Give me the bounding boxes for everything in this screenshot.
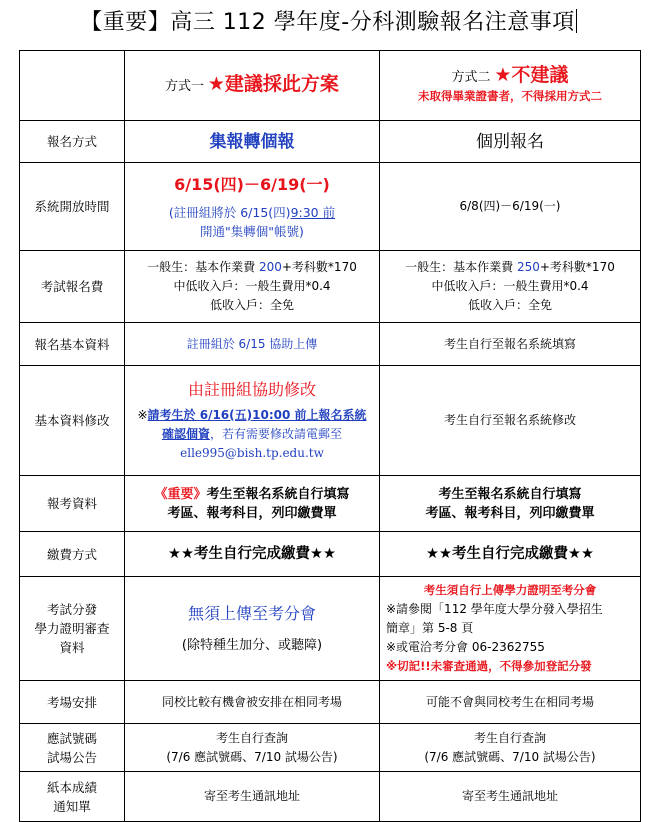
exam-info-opt1-line1: 考生至報名系統自行填寫 [206,486,350,502]
text-cursor [576,9,577,33]
fee-opt1-line1-b: +考科數*170 [281,260,357,274]
basic-info-opt2: 考生自行至報名系統填寫 [380,323,641,366]
venue-opt1: 同校比較有機會被安排在相同考場 [125,681,380,724]
fee-opt2-line3: 低收入戶：全免 [467,298,552,312]
fee-row [20,251,641,323]
method-row [20,121,641,163]
option2-header [380,51,641,121]
review-opt2-line2: 簡章」第 5-8 頁 [386,621,474,635]
option1-recommend: ★建議採此方案 [207,73,339,95]
review-opt1-line2: (除特種生加分、或聽障) [181,638,323,653]
score-row [20,772,641,822]
open-time-opt2: 6/8(四)－6/19(一) [380,163,641,251]
score-opt1: 寄至考生通訊地址 [125,772,380,822]
basic-info-opt1: 註冊組於 6/15 協助上傳 [125,323,380,366]
option1-header [125,51,380,121]
open-time-opt1-note-a: (註冊組將於 6/15(四) [168,204,291,220]
method-opt2: 個別報名 [380,121,641,163]
page-title-text: 【重要】高三 112 學年度-分科測驗報名注意事項 [80,10,575,35]
venue-label: 考場安排 [20,681,125,724]
option2-prefix: 方式二 [451,69,491,85]
fee-opt1 [125,251,380,323]
review-opt2-line3: ※或電洽考分會 06-2362755 [386,640,545,654]
fee-opt2-line1-a: 一般生：基本作業費 [405,260,517,274]
basic-info-label: 報名基本資料 [20,323,125,366]
fee-opt2 [380,251,641,323]
modify-label: 基本資料修改 [20,366,125,476]
review-opt2-warn: ※切記!!未審查通過，不得參加登記分發 [386,659,592,673]
modify-opt1-email[interactable]: elle995@bish.tp.edu.tw [180,446,324,460]
venue-opt2: 可能不會與同校考生在相同考場 [380,681,641,724]
modify-opt1-link-b[interactable]: 確認個資 [161,427,210,441]
fee-opt1-line1-a: 一般生：基本作業費 [147,260,259,274]
venue-row [20,681,641,724]
fee-opt2-line1-b: +考科數*170 [539,260,615,274]
payment-opt1: ★★考生自行完成繳費★★ [125,532,380,577]
score-label-2: 通知單 [53,798,91,814]
fee-opt2-line2: 中低收入戶：一般生費用*0.4 [431,279,589,293]
exam-info-label: 報考資料 [20,476,125,532]
fee-opt1-line3: 低收入戶：全免 [209,298,294,312]
open-time-opt1-dates: 6/15(四)－6/19(一) [174,174,330,194]
method-opt1: 集報轉個報 [125,121,380,163]
score-label [20,772,125,822]
exam-info-opt1-line2: 考區、報考科目，列印繳費單 [167,505,337,521]
ticket-opt1-line2: (7/6 應試號碼、7/10 試場公告) [166,749,338,764]
ticket-label [20,724,125,772]
review-label [20,577,125,681]
ticket-opt1-line1: 考生自行查詢 [215,730,288,745]
modify-opt1-link-a[interactable]: 請考生於 6/16(五)10:00 前上報名系統 [147,408,367,422]
payment-row [20,532,641,577]
method-label: 報名方式 [20,121,125,163]
score-label-1: 紙本成績 [46,779,97,795]
review-opt1-line1: 無須上傳至考分會 [187,604,316,623]
exam-info-opt2-line2: 考區、報考科目，列印繳費單 [425,505,595,521]
option1-prefix: 方式一 [165,79,205,94]
ticket-opt2-line1: 考生自行查詢 [473,730,546,745]
exam-info-row [20,476,641,532]
ticket-opt1 [125,724,380,772]
modify-opt1-rest: ，若有需要修改請電郵至 [210,427,343,441]
review-opt1 [125,577,380,681]
option2-note: 未取得畢業證書者，不得採用方式二 [418,88,602,103]
ticket-opt2-line2: (7/6 應試號碼、7/10 試場公告) [424,749,596,764]
open-time-row [20,163,641,251]
review-label-3: 資料 [59,640,85,655]
modify-opt1-head: 由註冊組協助修改 [187,380,316,399]
exam-info-opt1 [125,476,380,532]
payment-opt2: ★★考生自行完成繳費★★ [380,532,641,577]
modify-opt1-mark: ※ [137,408,148,422]
review-label-1: 考試分發 [46,602,97,617]
corner-cell [20,51,125,121]
open-time-label: 系統開放時間 [20,163,125,251]
modify-opt1 [125,366,380,476]
fee-label: 考試報名費 [20,251,125,323]
option2-not-recommend: ★不建議 [494,63,569,86]
review-label-2: 學力證明審查 [34,621,110,636]
fee-opt1-line2: 中低收入戶：一般生費用*0.4 [173,279,331,293]
header-row [20,51,641,121]
review-opt2-line1: ※請參閱「112 學年度大學分發入學招生 [386,602,603,616]
review-opt2 [380,577,641,681]
score-opt2: 寄至考生通訊地址 [380,772,641,822]
ticket-label-1: 應試號碼 [46,730,97,746]
ticket-label-2: 試場公告 [46,749,97,765]
fee-opt1-base: 200 [258,260,282,274]
page-title [0,6,657,40]
basic-info-row [20,323,641,366]
modify-opt2: 考生自行至報名系統修改 [380,366,641,476]
ticket-opt2 [380,724,641,772]
fee-opt2-base: 250 [516,260,540,274]
open-time-opt1-note-time: 9:30 前 [290,204,336,220]
open-time-opt1-note-b: 開通"集轉個"帳號) [200,223,304,239]
notice-table [19,50,641,822]
exam-info-opt2-line1: 考生至報名系統自行填寫 [438,486,582,502]
open-time-opt1 [125,163,380,251]
ticket-row [20,724,641,772]
review-row [20,577,641,681]
exam-info-opt1-important: 《重要》 [154,486,207,502]
exam-info-opt2 [380,476,641,532]
review-opt2-head: 考生須自行上傳學力證明至考分會 [423,583,597,597]
payment-label: 繳費方式 [20,532,125,577]
modify-row [20,366,641,476]
